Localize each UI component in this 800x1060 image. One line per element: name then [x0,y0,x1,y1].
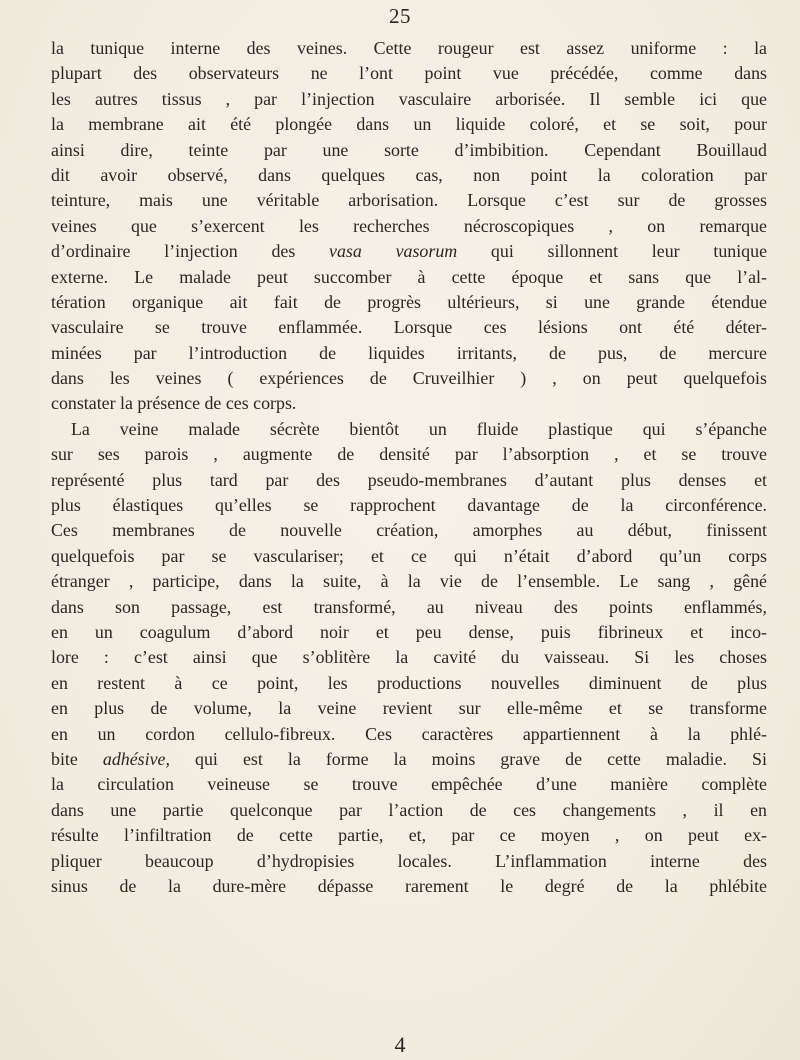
text-run: bite [51,748,103,769]
text-line: ainsi dire, teinte par une sorte d’imbibition. Cependant Bouillaud [51,139,767,160]
italic-term: adhésive, [102,748,170,769]
text-line: la membrane ait été plongée dans un liquide coloré, et se soit, pour [51,114,767,135]
text-line: La veine malade sécrète bientôt un fluide plastique qui s’épanche [71,418,767,439]
text-line: sur ses parois , augmente de densité par l’absorption , et se trouve [51,444,767,465]
page-number: 25 [389,4,411,28]
text-line [51,747,767,772]
text-line: quelquefois par se vasculariser; et ce qui n’était d’abord qu’un corps [51,545,767,566]
text-line: Ces membranes de nouvelle création, amorphes au début, finissent [51,520,767,541]
text-line: les autres tissus , par l’injection vasculaire arborisée. Il semble ici que [51,88,767,109]
text-line: minées par l’introduction de liquides irritants, de pus, de mercure [51,342,767,363]
text-line: externe. Le malade peut succomber à cette époque et sans que l’al- [51,266,767,287]
text-line: vasculaire se trouve enflammée. Lorsque ces lésions ont été déter- [51,317,767,338]
text-line: la circulation veineuse se trouve empêchée d’une manière complète [51,774,767,795]
text-line: plus élastiques qu’elles se rapprochent davantage de la circonférence. [51,495,767,516]
text-line: veines que s’exercent les recherches nécroscopiques , on remarque [51,215,767,236]
text-line: en un coagulum d’abord noir et peu dense, puis fibrineux et inco- [51,621,767,642]
text-line: dit avoir observé, dans quelques cas, non point la coloration par [51,164,767,185]
text-line: représenté plus tard par des pseudo-membranes d’autant plus denses et [51,469,767,490]
text-line: dans son passage, est transformé, au niveau des points enflammés, [51,596,767,617]
text-line: constater la présence de ces corps. [51,393,297,414]
text-line: plupart des observateurs ne l’ont point vue précédée, comme dans [51,63,767,84]
text-line: en restent à ce point, les productions nouvelles diminuent de plus [51,672,767,693]
text-run: qui est la forme la moins grave de cette maladie. Si [169,748,767,769]
text-line: en plus de volume, la veine revient sur elle-même et se transforme [51,698,767,719]
text-line: lore : c’est ainsi que s’oblitère la cavité du vaisseau. Si les choses [51,647,767,668]
text-run: d’ordinaire l’injection des [51,241,330,262]
text-line: dans les veines ( expériences de Cruveilhier ) , on peut quelquefois [51,368,767,389]
text-line: la tunique interne des veines. Cette rougeur est assez uniforme : la [51,38,767,58]
body-text [51,36,767,899]
text-line: pliquer beaucoup d’hydropisies locales. L’inflammation interne des [51,850,767,871]
text-line: teinture, mais une véritable arborisation. Lorsque c’est sur de grosses [51,190,767,211]
signature-mark: 4 [394,1032,406,1057]
text-line: tération organique ait fait de progrès ultérieurs, si une grande étendue [51,291,767,312]
text-run: qui sillonnent leur tunique [457,241,768,262]
text-line: dans une partie quelconque par l’action de ces changements , il en [51,799,767,820]
text-line [51,239,767,264]
text-line: sinus de la dure-mère dépasse rarement le degré de la phlébite [51,875,767,896]
italic-term: vasa vasorum [329,241,458,262]
text-line: étranger , participe, dans la suite, à la vie de l’ensemble. Le sang , gêné [51,571,767,592]
text-line: en un cordon cellulo-fibreux. Ces caractères appartiennent à la phlé- [51,723,767,744]
text-line: résulte l’infiltration de cette partie, et, par ce moyen , on peut ex- [51,825,767,846]
